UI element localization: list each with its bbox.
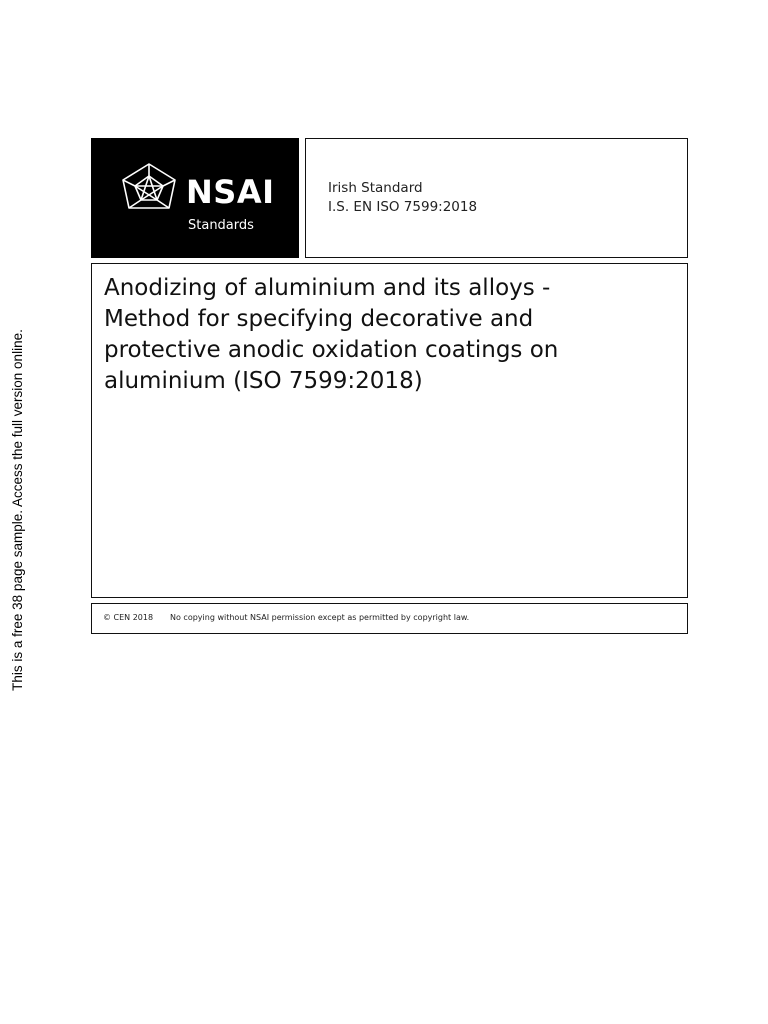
logo-wordmark: NSAI [186,173,275,211]
standard-info-box [305,138,688,258]
title-line: aluminium (ISO 7599:2018) [104,368,423,394]
copyright-notice: No copying without NSAI permission except as permitted by copyright law. [170,613,470,622]
standard-number: I.S. EN ISO 7599:2018 [328,199,478,215]
standard-type: Irish Standard [328,180,423,196]
dodecahedron-icon [119,162,179,216]
title-line: Method for specifying decorative and [104,306,534,332]
logo-subtitle: Standards [188,218,254,233]
document-title-box [91,263,688,598]
copyright-footer [91,603,688,634]
nsai-logo-block [91,138,299,258]
copyright-label: © CEN 2018 [103,613,154,622]
title-line: Anodizing of aluminium and its alloys - [104,275,551,301]
sample-notice-vertical: This is a free 38 page sample. Access the full version online. [10,329,25,691]
title-line: protective anodic oxidation coatings on [104,337,559,363]
document-title [104,273,675,397]
